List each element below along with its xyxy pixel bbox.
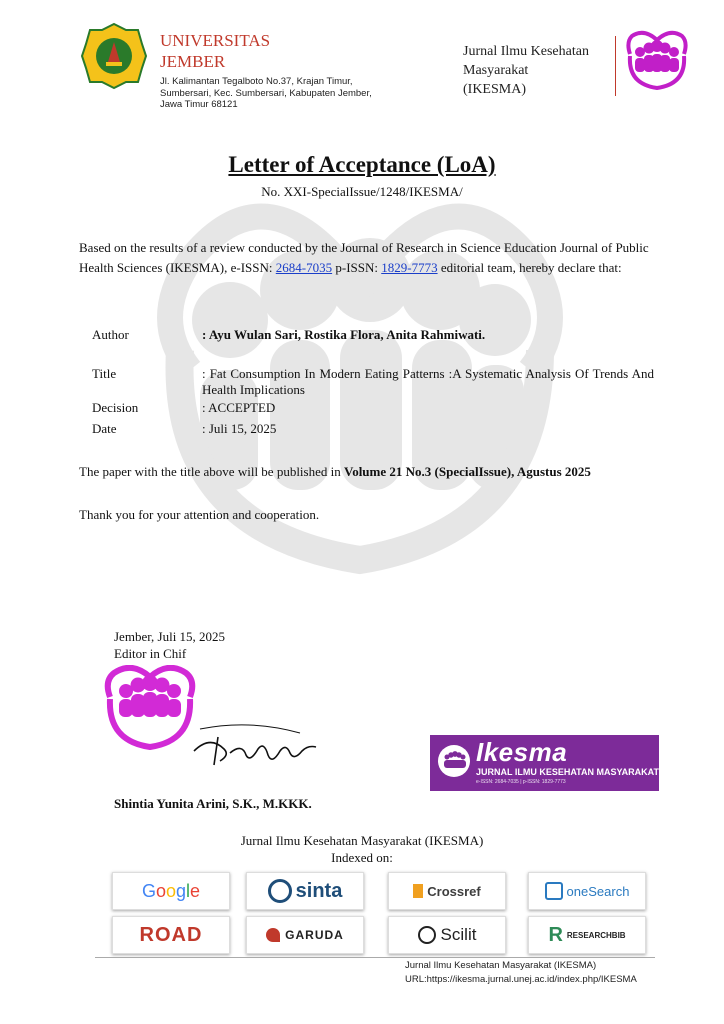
author-label: Author <box>92 327 129 342</box>
intro-text-part3: editorial team, hereby declare that: <box>437 260 622 275</box>
university-name-line2: JEMBER <box>160 52 226 71</box>
sinta-badge[interactable]: sinta <box>246 872 364 910</box>
intro-text-part1: Based on the results of a review conducted by the Journal of Research in Science Education Journal of Public Health Sciences (IKESMA), e-ISSN: <box>79 240 649 275</box>
sinta-icon <box>268 879 292 903</box>
scilit-badge[interactable]: Scilit <box>388 916 506 954</box>
publication-prefix: The paper with the title above will be published in <box>79 464 344 479</box>
signature-place-date <box>114 628 225 662</box>
google-scholar-badge[interactable]: Google <box>112 872 230 910</box>
journal-name-line2: Masyarakat <box>463 63 529 78</box>
university-address <box>160 76 390 111</box>
indexing-heading <box>0 832 724 866</box>
e-issn-link[interactable]: 2684-7035 <box>275 260 333 275</box>
title-value: : Fat Consumption In Modern Eating Patterns :A Systematic Analysis Of Trends And Health Implications <box>202 366 654 397</box>
footer-journal: Jurnal Ilmu Kesehatan Masyarakat (IKESMA) <box>405 960 597 971</box>
letter-number: No. XXI-SpecialIssue/1248/IKESMA/ <box>261 184 463 199</box>
title-label: Title <box>92 366 117 381</box>
university-name-line1: UNIVERSITAS <box>160 31 271 50</box>
indexed-on-label: Indexed on: <box>331 850 393 865</box>
road-badge[interactable]: ROAD <box>112 916 230 954</box>
date-label: Date <box>92 421 117 436</box>
footer <box>405 959 637 987</box>
date-value: : Juli 15, 2025 <box>202 421 277 436</box>
ikesma-stamp-logo <box>100 665 200 755</box>
editor-role: Editor in Chif <box>114 646 187 661</box>
footer-url[interactable]: URL:https://ikesma.jurnal.unej.ac.id/index.php/IKESMA <box>405 974 637 985</box>
intro-text-part2: p-ISSN: <box>332 260 382 275</box>
p-issn-link[interactable]: 1829-7773 <box>381 260 438 275</box>
ikesma-logo <box>622 26 692 96</box>
indexing-journal-line: Jurnal Ilmu Kesehatan Masyarakat (IKESMA) <box>240 833 484 848</box>
crossref-badge[interactable]: Crossref <box>388 872 506 910</box>
banner-issn: e-ISSN: 2684-7035 | p-ISSN: 1829-7773 <box>476 779 566 785</box>
footer-divider <box>95 957 655 958</box>
banner-subtitle: JURNAL ILMU KESEHATAN MASYARAKAT <box>476 767 660 777</box>
banner-logo-icon <box>436 743 472 779</box>
university-name <box>160 30 270 72</box>
onesearch-icon <box>545 882 563 900</box>
crossref-icon <box>413 884 423 898</box>
researchbib-badge[interactable]: R RESEARCHBIB <box>528 916 646 954</box>
researchbib-icon: R <box>548 923 563 946</box>
journal-name-line3: (IKESMA) <box>463 82 526 97</box>
university-address-line1: Jl. Kalimantan Tegalboto No.37, Krajan Timur, <box>160 76 353 87</box>
garuda-icon <box>266 928 280 942</box>
editor-name: Shintia Yunita Arini, S.K., M.KKK. <box>114 796 312 811</box>
journal-name <box>463 42 589 99</box>
journal-name-line1: Jurnal Ilmu Kesehatan <box>463 44 589 59</box>
publication-volume: Volume 21 No.3 (SpecialIssue), Agustus 2025 <box>344 464 591 479</box>
header-divider <box>615 36 616 96</box>
author-value: : Ayu Wulan Sari, Rostika Flora, Anita Rahmiwati. <box>202 327 486 342</box>
university-jember-logo <box>80 22 148 90</box>
onesearch-badge[interactable]: oneSearch <box>528 872 646 910</box>
thanks-text: Thank you for your attention and cooperation. <box>79 507 320 522</box>
intro-paragraph <box>79 238 659 278</box>
university-address-line3: Jawa Timur 68121 <box>160 99 238 110</box>
scilit-icon <box>418 926 436 944</box>
place-date: Jember, Juli 15, 2025 <box>114 629 226 644</box>
decision-label: Decision <box>92 400 139 415</box>
garuda-badge[interactable]: GARUDA <box>246 916 364 954</box>
ikesma-banner <box>430 735 659 791</box>
university-address-line2: Sumbersari, Kec. Sumbersari, Kabupaten Jember, <box>160 87 372 99</box>
letter-title: Letter of Acceptance (LoA) <box>228 152 496 177</box>
editor-signature <box>190 715 320 775</box>
banner-brand: Ikesma <box>476 737 568 767</box>
publication-statement <box>79 464 591 480</box>
decision-value: : ACCEPTED <box>202 400 276 415</box>
